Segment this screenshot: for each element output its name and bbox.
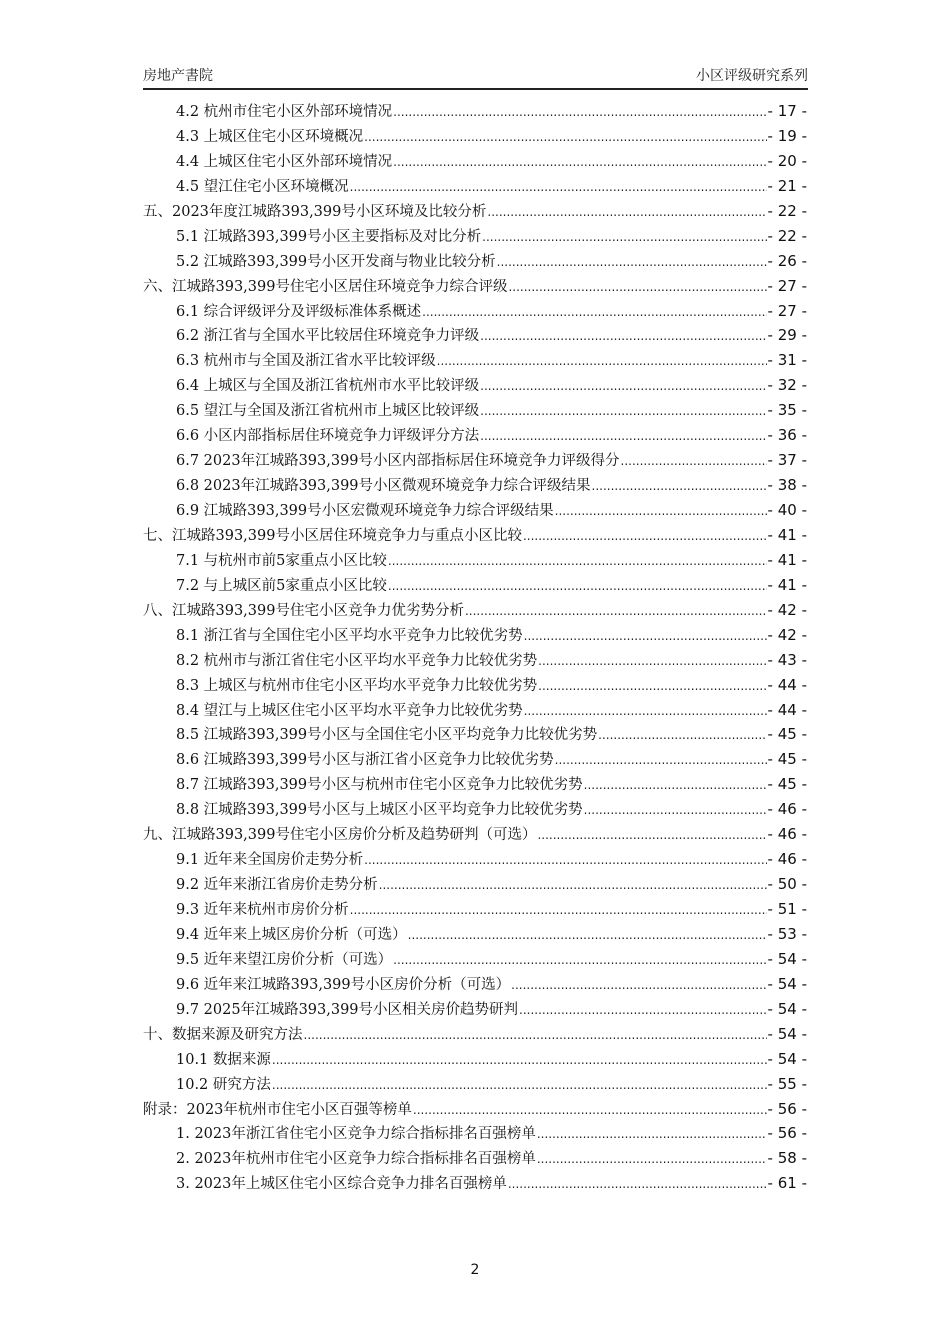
toc-section-entry[interactable] xyxy=(143,722,807,747)
dot-leader xyxy=(508,275,766,300)
toc-section-entry[interactable] xyxy=(143,1171,807,1196)
toc-entry-page-number: - 51 - xyxy=(767,900,807,918)
toc-entry-title: 5.1 江城路393,399号小区主要指标及对比分析 xyxy=(176,228,482,245)
dot-leader xyxy=(487,200,766,225)
toc-section-entry[interactable] xyxy=(143,847,807,872)
toc-entry-title: 七、江城路393,399号小区居住环境竞争力与重点小区比较 xyxy=(143,527,522,544)
toc-section-entry[interactable] xyxy=(143,648,807,673)
toc-section-entry[interactable] xyxy=(143,149,807,174)
toc-entry-page-number: - 27 - xyxy=(767,276,807,295)
toc-section-entry[interactable] xyxy=(143,124,807,149)
toc-entry-title: 4.5 望江住宅小区环境概况 xyxy=(176,178,349,195)
toc-entry-page-number: - 32 - xyxy=(767,376,807,395)
toc-entry-page-number: - 37 - xyxy=(767,451,807,470)
dot-leader xyxy=(272,1073,767,1098)
toc-entry-title: 4.2 杭州市住宅小区外部环境情况 xyxy=(176,104,393,120)
toc-entry-title: 9.7 2025年江城路393,399号小区相关房价趋势研判 xyxy=(176,1001,519,1018)
toc-entry-page-number: - 53 - xyxy=(767,924,807,943)
dot-leader xyxy=(519,998,767,1023)
toc-entry-page-number: - 56 - xyxy=(767,1099,807,1118)
toc-entry-page-number: - 56 - xyxy=(767,1124,807,1143)
toc-entry-page-number: - 54 - xyxy=(767,974,807,993)
toc-entry-page-number: - 45 - xyxy=(767,750,807,769)
dot-leader xyxy=(523,524,767,549)
header-series-title: 小区评级研究系列 xyxy=(696,68,808,84)
dot-leader xyxy=(537,1122,767,1147)
toc-entry-page-number: - 50 - xyxy=(767,875,807,894)
page-number: 2 xyxy=(470,1262,480,1278)
toc-entry-title: 4.4 上城区住宅小区外部环境情况 xyxy=(176,153,393,170)
dot-leader xyxy=(537,1147,767,1172)
toc-entry-title: 6.7 2023年江城路393,399号小区内部指标居住环境竞争力评级得分 xyxy=(176,453,620,470)
toc-entry-page-number: - 42 - xyxy=(767,600,807,619)
toc-section-entry[interactable] xyxy=(143,772,807,797)
dot-leader xyxy=(538,674,766,699)
toc-entry-title: 9.5 近年来望江房价分析（可选） xyxy=(176,951,393,968)
toc-entry-page-number: - 43 - xyxy=(767,650,807,669)
toc-entry-title: 8.4 望江与上城区住宅小区平均水平竞争力比较优劣势 xyxy=(176,702,523,719)
dot-leader xyxy=(584,798,767,823)
toc-entry-page-number: - 27 - xyxy=(767,301,807,320)
toc-entry-page-number: - 38 - xyxy=(767,476,807,495)
dot-leader xyxy=(422,300,766,325)
header-publisher: 房地产書院 xyxy=(143,68,213,84)
toc-section-entry[interactable] xyxy=(143,797,807,822)
toc-chapter-entry[interactable] xyxy=(143,822,807,847)
toc-entry-title: 五、2023年度江城路393,399号小区环境及比较分析 xyxy=(143,203,487,220)
toc-entry-page-number: - 45 - xyxy=(767,775,807,794)
dot-leader xyxy=(584,773,767,798)
toc-entry-title: 6.6 小区内部指标居住环境竞争力评级评分方法 xyxy=(176,428,480,445)
toc-entry-title: 4.3 上城区住宅小区环境概况 xyxy=(176,128,364,145)
toc-section-entry[interactable] xyxy=(143,872,807,897)
toc-entry-title: 6.5 望江与全国及浙江省杭州市上城区比较评级 xyxy=(176,403,480,420)
toc-entry-page-number: - 21 - xyxy=(767,176,807,195)
dot-leader xyxy=(364,125,766,150)
toc-entry-title: 7.2 与上城区前5家重点小区比较 xyxy=(176,577,387,594)
toc-chapter-entry[interactable] xyxy=(143,1097,807,1122)
toc-entry-title: 9.1 近年来全国房价走势分析 xyxy=(176,852,364,869)
toc-entry-title: 8.7 江城路393,399号小区与杭州市住宅小区竞争力比较优劣势 xyxy=(176,777,583,794)
toc-entry-title: 十、数据来源及研究方法 xyxy=(143,1026,303,1043)
toc-entry-title: 5.2 江城路393,399号小区开发商与物业比较分析 xyxy=(176,253,496,270)
toc-section-entry[interactable] xyxy=(143,398,807,423)
toc-entry-page-number: - 40 - xyxy=(767,501,807,519)
dot-leader xyxy=(272,1048,767,1073)
toc-entry-page-number: - 44 - xyxy=(767,675,807,694)
toc-section-entry[interactable] xyxy=(143,947,807,972)
dot-leader xyxy=(592,474,767,499)
toc-entry-page-number: - 46 - xyxy=(767,825,807,844)
dot-leader xyxy=(379,873,767,898)
toc-section-entry[interactable] xyxy=(143,348,807,373)
toc-entry-page-number: - 54 - xyxy=(767,1024,807,1043)
toc-entry-page-number: - 19 - xyxy=(767,126,807,145)
toc-entry-title: 9.3 近年来杭州市房价分析 xyxy=(176,902,349,918)
toc-section-entry[interactable] xyxy=(143,299,807,324)
toc-entry-page-number: - 58 - xyxy=(767,1149,807,1168)
toc-section-entry[interactable] xyxy=(143,99,807,124)
dot-leader xyxy=(538,649,766,674)
toc-entry-title: 7.1 与杭州市前5家重点小区比较 xyxy=(176,552,387,569)
toc-entry-title: 9.2 近年来浙江省房价走势分析 xyxy=(176,877,378,894)
dot-leader xyxy=(480,374,766,399)
toc-section-entry[interactable] xyxy=(143,972,807,997)
toc-section-entry[interactable] xyxy=(143,1072,807,1097)
dot-leader xyxy=(364,848,766,873)
dot-leader xyxy=(437,349,767,374)
toc-section-entry[interactable] xyxy=(143,1146,807,1171)
toc-entry-page-number: - 22 - xyxy=(767,226,807,245)
toc-entry-page-number: - 26 - xyxy=(767,251,807,270)
toc-entry-title: 6.1 综合评级评分及评级标准体系概述 xyxy=(176,303,422,320)
toc-entry-page-number: - 22 - xyxy=(767,201,807,220)
toc-chapter-entry[interactable] xyxy=(143,199,807,224)
dot-leader xyxy=(393,150,766,175)
toc-section-entry[interactable] xyxy=(143,174,807,199)
toc-section-entry[interactable] xyxy=(143,623,807,648)
dot-leader xyxy=(511,973,766,998)
dot-leader xyxy=(388,574,767,599)
toc-chapter-entry[interactable] xyxy=(143,523,807,548)
toc-section-entry[interactable] xyxy=(143,673,807,698)
toc-entry-page-number: - 44 - xyxy=(767,700,807,719)
toc-entry-title: 8.2 杭州市与浙江省住宅小区平均水平竞争力比较优劣势 xyxy=(176,652,538,669)
dot-leader xyxy=(393,100,766,125)
toc-entry-page-number: - 17 - xyxy=(767,102,807,120)
dot-leader xyxy=(621,449,767,474)
toc-entry-title: 10.1 数据来源 xyxy=(176,1051,271,1068)
toc-entry-title: 8.8 江城路393,399号小区与上城区小区平均竞争力比较优劣势 xyxy=(176,802,583,819)
dot-leader xyxy=(480,324,766,349)
toc-entry-page-number: - 54 - xyxy=(767,1049,807,1068)
dot-leader xyxy=(537,823,766,848)
toc-entry-page-number: - 54 - xyxy=(767,999,807,1018)
toc-entry-title: 六、江城路393,399号住宅小区居住环境竞争力综合评级 xyxy=(143,278,508,295)
toc-entry-page-number: - 36 - xyxy=(767,426,807,445)
toc-entry-page-number: - 35 - xyxy=(767,401,807,420)
toc-entry-title: 6.3 杭州市与全国及浙江省水平比较评级 xyxy=(176,353,436,370)
toc-chapter-entry[interactable] xyxy=(143,274,807,299)
toc-section-entry[interactable] xyxy=(143,548,807,573)
dot-leader xyxy=(480,424,766,449)
toc-entry-page-number: - 41 - xyxy=(767,575,807,594)
dot-leader xyxy=(408,923,767,948)
toc-entry-page-number: - 46 - xyxy=(767,850,807,869)
dot-leader xyxy=(465,599,767,624)
dot-leader xyxy=(350,175,767,200)
dot-leader xyxy=(482,225,766,250)
toc-section-entry[interactable] xyxy=(143,224,807,249)
toc-entry-page-number: - 45 - xyxy=(767,725,807,744)
toc-section-entry[interactable] xyxy=(143,922,807,947)
toc-entry-page-number: - 46 - xyxy=(767,800,807,819)
table-of-contents xyxy=(143,99,807,1196)
toc-entry-title: 10.2 研究方法 xyxy=(176,1076,271,1093)
toc-chapter-entry[interactable] xyxy=(143,598,807,623)
toc-entry-title: 3. 2023年上城区住宅小区综合竞争力排名百强榜单 xyxy=(176,1176,507,1193)
dot-leader xyxy=(304,1023,767,1048)
dot-leader xyxy=(480,399,766,424)
dot-leader xyxy=(524,699,767,724)
toc-entry-page-number: - 41 - xyxy=(767,550,807,569)
toc-section-entry[interactable] xyxy=(143,573,807,598)
toc-section-entry[interactable] xyxy=(143,1047,807,1072)
toc-section-entry[interactable] xyxy=(143,473,807,498)
toc-entry-title: 2. 2023年杭州市住宅小区竞争力综合指标排名百强榜单 xyxy=(176,1151,536,1168)
toc-entry-page-number: - 29 - xyxy=(767,326,807,345)
dot-leader xyxy=(393,948,766,973)
toc-entry-page-number: - 20 - xyxy=(767,151,807,170)
toc-section-entry[interactable] xyxy=(143,897,807,922)
toc-entry-title: 8.6 江城路393,399号小区与浙江省小区竞争力比较优劣势 xyxy=(176,752,554,769)
page-header xyxy=(143,66,808,90)
dot-leader xyxy=(555,748,767,773)
toc-entry-title: 6.9 江城路393,399号小区宏微观环境竞争力综合评级结果 xyxy=(176,503,554,519)
toc-entry-title: 6.4 上城区与全国及浙江省杭州市水平比较评级 xyxy=(176,378,480,395)
dot-leader xyxy=(598,723,766,748)
toc-entry-title: 8.3 上城区与杭州市住宅小区平均水平竞争力比较优劣势 xyxy=(176,677,538,694)
toc-entry-title: 8.5 江城路393,399号小区与全国住宅小区平均竞争力比较优劣势 xyxy=(176,727,598,744)
toc-entry-title: 8.1 浙江省与全国住宅小区平均水平竞争力比较优劣势 xyxy=(176,627,523,644)
toc-entry-page-number: - 31 - xyxy=(767,351,807,370)
toc-chapter-entry[interactable] xyxy=(143,1022,807,1047)
toc-section-entry[interactable] xyxy=(143,249,807,274)
toc-entry-page-number: - 41 - xyxy=(767,525,807,544)
toc-entry-title: 9.6 近年来江城路393,399号小区房价分析（可选） xyxy=(176,976,511,993)
toc-section-entry[interactable] xyxy=(143,1121,807,1146)
toc-entry-title: 九、江城路393,399号住宅小区房价分析及趋势研判（可选） xyxy=(143,827,537,844)
toc-entry-title: 1. 2023年浙江省住宅小区竞争力综合指标排名百强榜单 xyxy=(176,1126,536,1143)
toc-entry-title: 6.8 2023年江城路393,399号小区微观环境竞争力综合评级结果 xyxy=(176,478,591,495)
dot-leader xyxy=(524,624,767,649)
toc-section-entry[interactable] xyxy=(143,423,807,448)
dot-leader xyxy=(497,250,767,275)
dot-leader xyxy=(350,898,767,923)
toc-section-entry[interactable] xyxy=(143,997,807,1022)
toc-entry-page-number: - 55 - xyxy=(767,1074,807,1093)
toc-section-entry[interactable] xyxy=(143,498,807,523)
dot-leader xyxy=(413,1098,767,1123)
toc-entry-page-number: - 42 - xyxy=(767,625,807,644)
toc-section-entry[interactable] xyxy=(143,373,807,398)
toc-entry-page-number: - 54 - xyxy=(767,949,807,968)
toc-entry-title: 6.2 浙江省与全国水平比较居住环境竞争力评级 xyxy=(176,328,480,345)
dot-leader xyxy=(388,549,767,574)
toc-section-entry[interactable] xyxy=(143,698,807,723)
toc-section-entry[interactable] xyxy=(143,448,807,473)
dot-leader xyxy=(508,1172,767,1197)
toc-entry-title: 八、江城路393,399号住宅小区竞争力优劣势分析 xyxy=(143,602,464,619)
toc-section-entry[interactable] xyxy=(143,747,807,772)
toc-entry-title: 9.4 近年来上城区房价分析（可选） xyxy=(176,926,407,943)
dot-leader xyxy=(555,499,767,524)
toc-entry-title: 附录：2023年杭州市住宅小区百强等榜单 xyxy=(143,1101,412,1118)
toc-entry-page-number: - 61 - xyxy=(767,1174,807,1193)
toc-section-entry[interactable] xyxy=(143,323,807,348)
